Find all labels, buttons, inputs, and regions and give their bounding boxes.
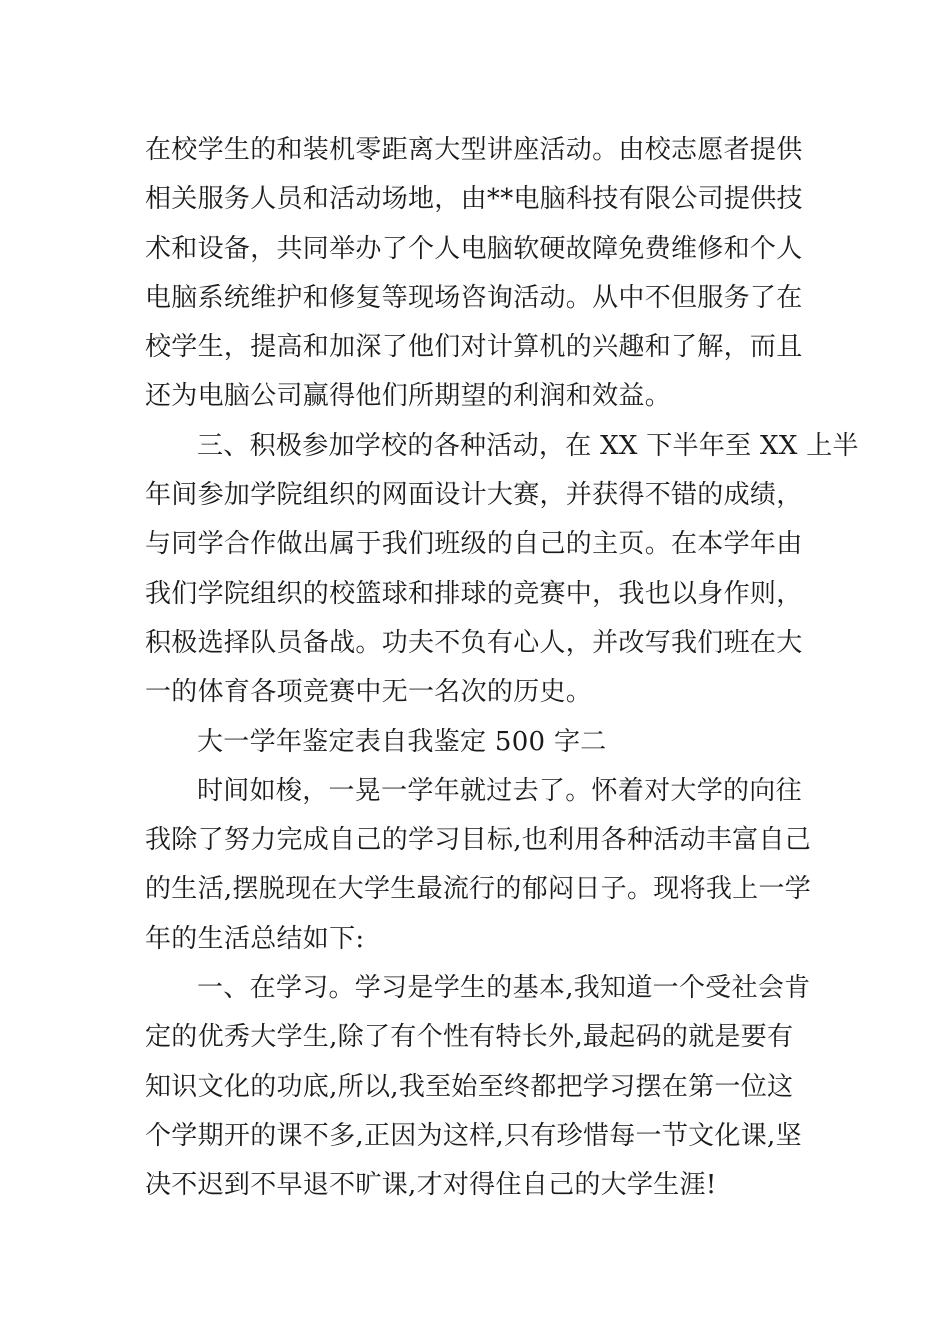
text-line: 我们学院组织的校篮球和排球的竞赛中，我也以身作则， [145,578,803,609]
text-line: 我除了努力完成自己的学习目标,也利用各种活动丰富自己 [145,825,812,856]
text-line: 年的生活总结如下: [145,923,365,954]
text-line: 年间参加学院组织的网面设计大赛，并获得不错的成绩， [145,480,803,511]
text-line: 积极选择队员备战。功夫不负有心人，并改写我们班在大 [145,627,803,658]
text-line: 电脑系统维护和修复等现场咨询活动。从中不但服务了在 [145,282,803,313]
text-line: 一的体育各项竞赛中无一名次的历史。 [145,677,593,708]
text-line: 相关服务人员和活动场地，由**电脑科技有限公司提供技 [145,184,803,215]
text-line: 还为电脑公司赢得他们所期望的利润和效益。 [145,381,672,412]
text-line: 的生活,摆脱现在大学生最流行的郁闷日子。现将我上一学 [145,874,812,905]
text-line: 决不迟到不早退不旷课,才对得住自己的大学生涯! [145,1170,717,1201]
text-line: 一、在学习。学习是学生的基本,我知道一个受社会肯 [197,973,811,1004]
text-line: 在校学生的和装机零距离大型讲座活动。由校志愿者提供 [145,135,803,165]
text-line: 大一学年鉴定表自我鉴定 500 字二 [197,726,607,757]
text-line: 三、积极参加学校的各种活动，在 XX 下半年至 XX 上半 [197,430,859,461]
document-body [145,126,859,1211]
text-line: 时间如梭，一晃一学年就过去了。怀着对大学的向往 [197,775,802,806]
text-line: 定的优秀大学生,除了有个性有特长外,最起码的就是要有 [145,1022,794,1053]
text-line: 校学生，提高和加深了他们对计算机的兴趣和了解，而且 [145,332,803,363]
text-line: 知识文化的功底,所以,我至始至终都把学习摆在第一位这 [145,1071,794,1102]
text-line: 个学期开的课不多,正因为这样,只有珍惜每一节文化课,坚 [145,1120,802,1151]
text-line: 术和设备，共同举办了个人电脑软硬故障免费维修和个人 [145,233,803,264]
text-line: 与同学合作做出属于我们班级的自己的主页。在本学年由 [145,529,803,560]
